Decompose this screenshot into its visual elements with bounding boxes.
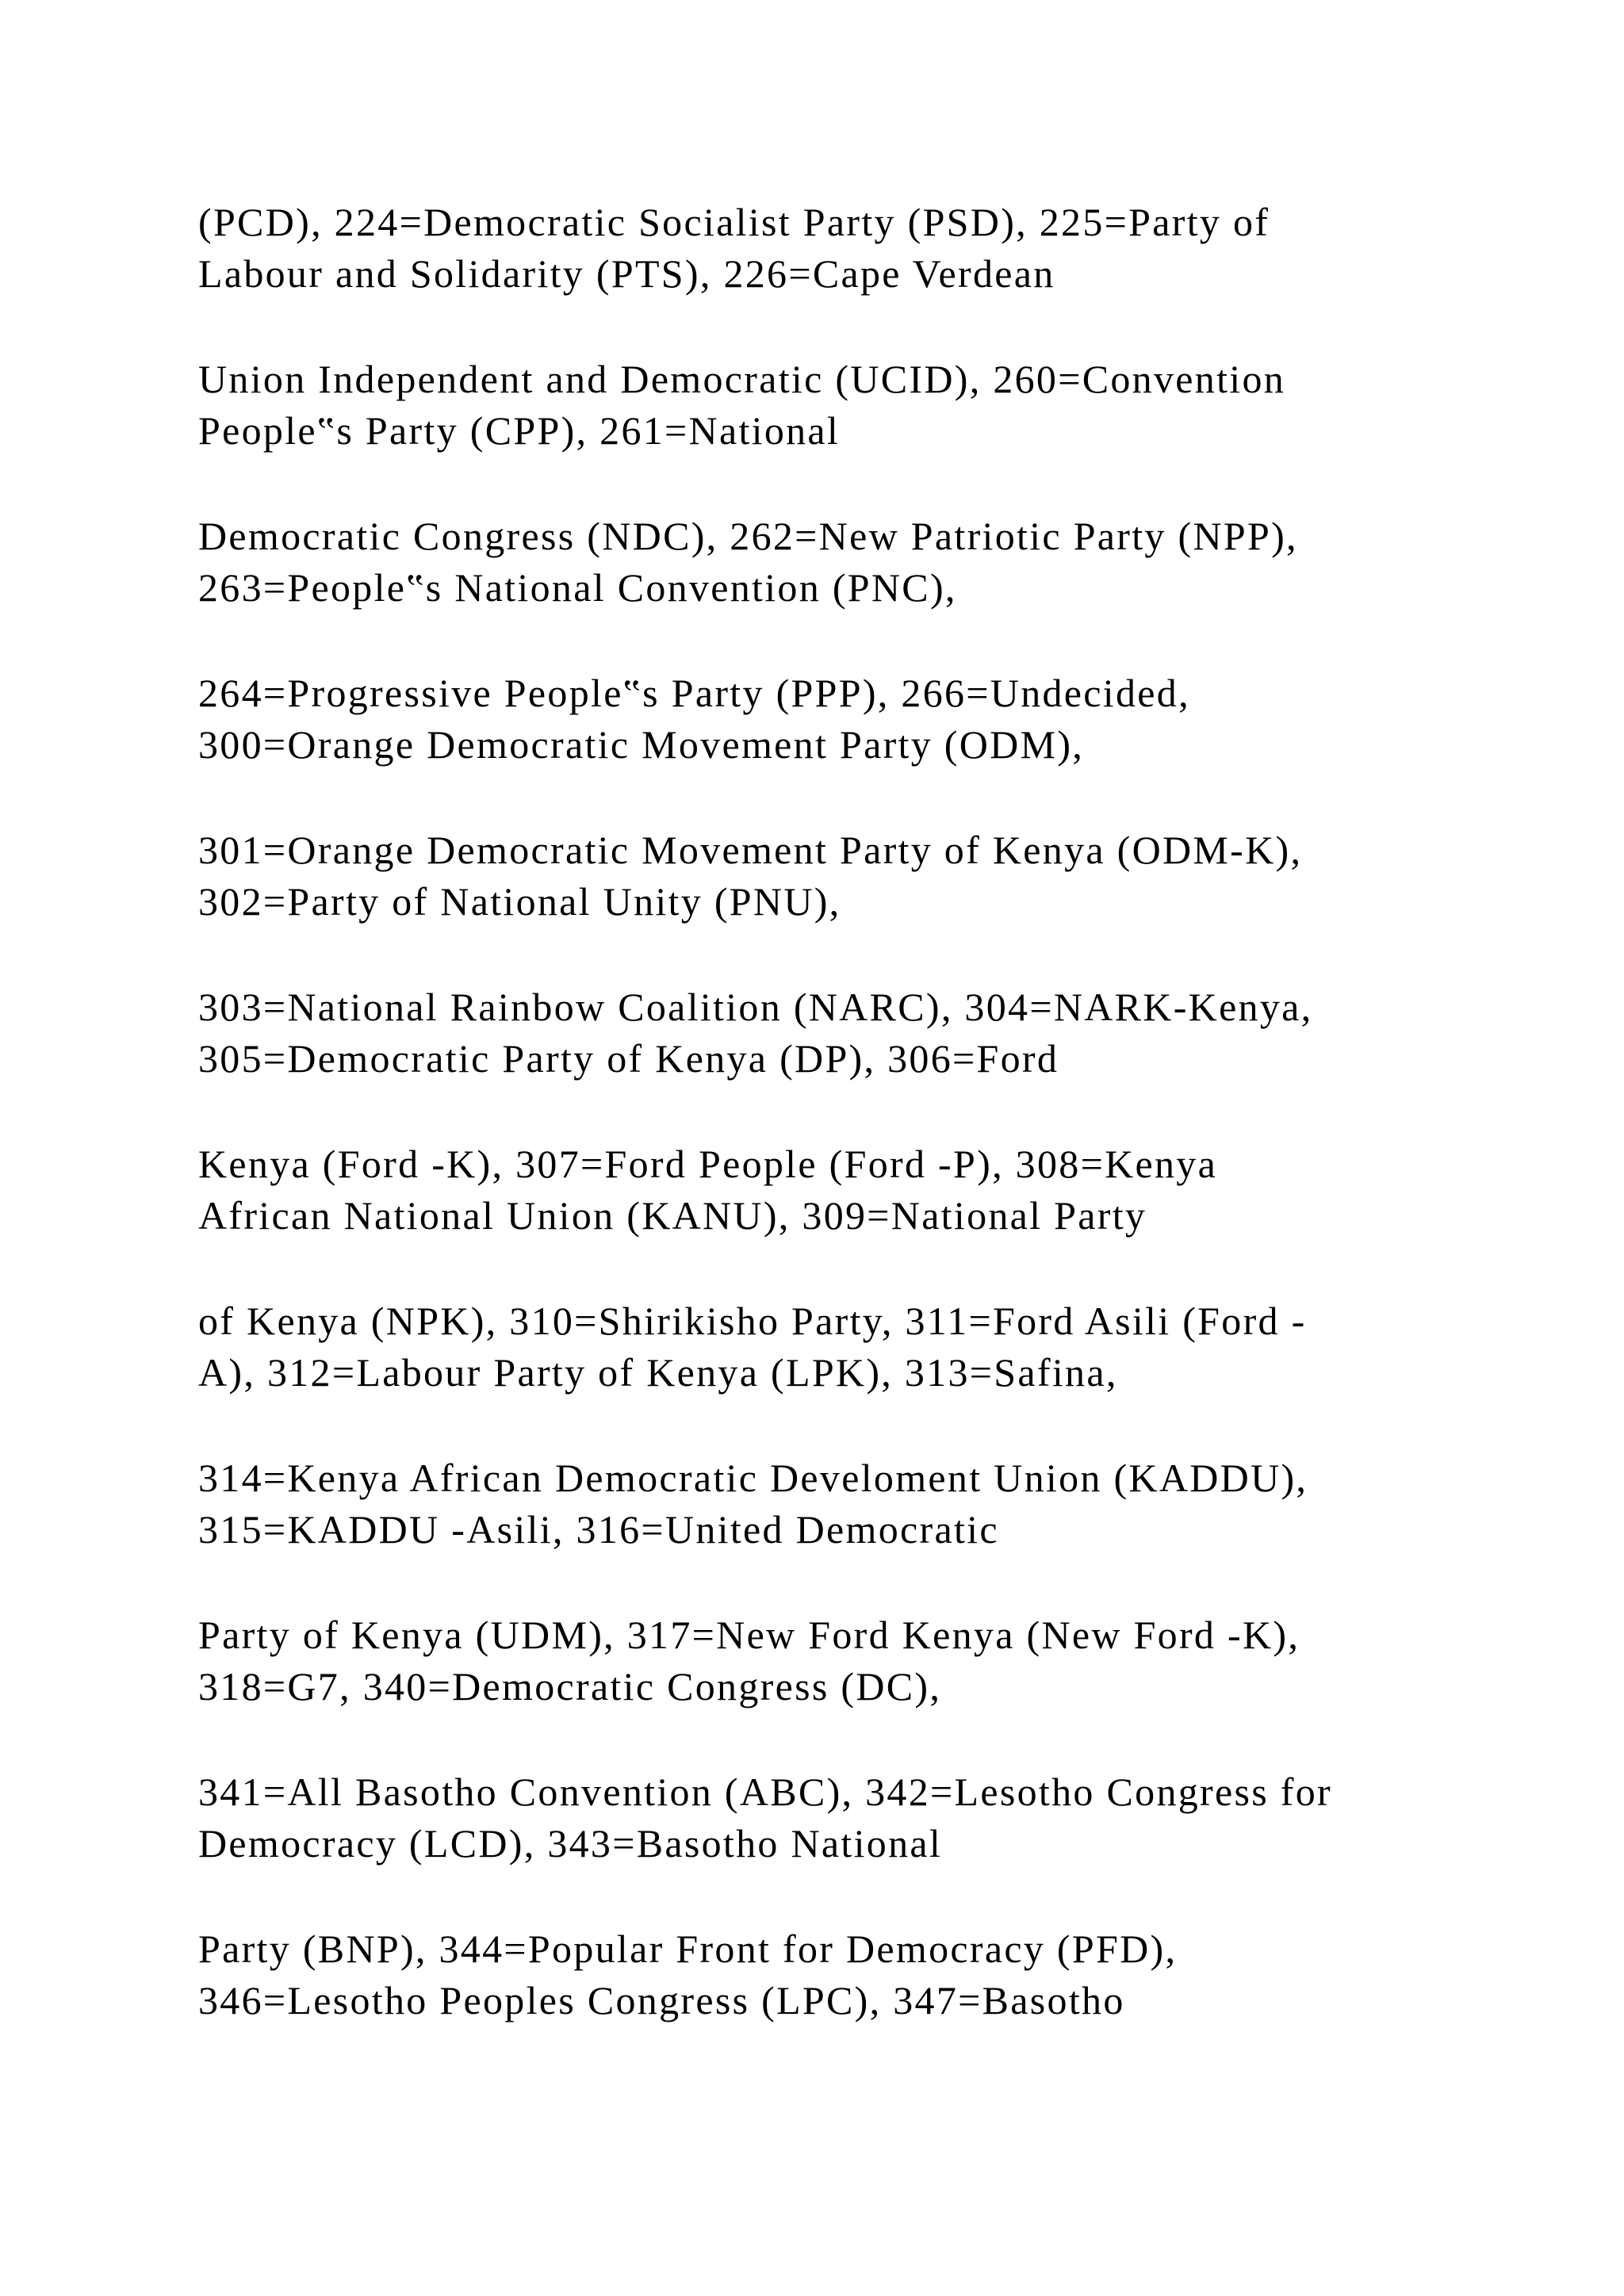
- text-line: (PCD), 224=Democratic Socialist Party (PSD), 225=Party of: [198, 200, 1270, 244]
- text-line: Kenya (Ford -K), 307=Ford People (Ford -P), 308=Kenya: [198, 1142, 1218, 1186]
- text-line: Union Independent and Democratic (UCID), 260=Convention: [198, 357, 1286, 401]
- text-line: African National Union (KANU), 309=National Party: [198, 1193, 1147, 1238]
- text-line: 302=Party of National Unity (PNU),: [198, 879, 841, 924]
- text-line: 263=People‟s National Convention (PNC),: [198, 565, 957, 610]
- paragraph-11: [198, 1766, 1435, 1869]
- paragraph-12: [198, 1923, 1435, 2026]
- text-line: People‟s Party (CPP), 261=National: [198, 408, 841, 453]
- text-line: Democracy (LCD), 343=Basotho National: [198, 1821, 943, 1866]
- paragraph-5: [198, 825, 1435, 928]
- text-line: 314=Kenya African Democratic Develoment Union (KADDU),: [198, 1456, 1308, 1500]
- text-line: Party of Kenya (UDM), 317=New Ford Kenya (New Ford -K),: [198, 1613, 1300, 1657]
- paragraph-3: [198, 511, 1435, 614]
- text-line: 303=National Rainbow Coalition (NARC), 304=NARK-Kenya,: [198, 985, 1313, 1029]
- paragraph-7: [198, 1138, 1435, 1242]
- paragraph-9: [198, 1452, 1435, 1556]
- text-line: Labour and Solidarity (PTS), 226=Cape Verdean: [198, 251, 1055, 296]
- text-line: 346=Lesotho Peoples Congress (LPC), 347=Basotho: [198, 1978, 1125, 2022]
- paragraph-4: [198, 668, 1435, 771]
- text-line: 318=G7, 340=Democratic Congress (DC),: [198, 1664, 942, 1709]
- text-line: 315=KADDU -Asili, 316=United Democratic: [198, 1507, 999, 1552]
- paragraph-6: [198, 982, 1435, 1085]
- text-line: 301=Orange Democratic Movement Party of Kenya (ODM-K),: [198, 828, 1303, 872]
- text-line: 264=Progressive People‟s Party (PPP), 266=Undecided,: [198, 671, 1190, 715]
- text-line: Party (BNP), 344=Popular Front for Democracy (PFD),: [198, 1927, 1178, 1971]
- paragraph-10: [198, 1609, 1435, 1712]
- paragraph-8: [198, 1295, 1435, 1399]
- text-line: of Kenya (NPK), 310=Shirikisho Party, 311=Ford Asili (Ford -: [198, 1299, 1307, 1343]
- text-line: Democratic Congress (NDC), 262=New Patriotic Party (NPP),: [198, 514, 1298, 558]
- text-line: 305=Democratic Party of Kenya (DP), 306=Ford: [198, 1036, 1059, 1081]
- text-line: A), 312=Labour Party of Kenya (LPK), 313=Safina,: [198, 1350, 1118, 1395]
- paragraph-2: [198, 354, 1435, 457]
- text-line: 300=Orange Democratic Movement Party (ODM),: [198, 722, 1085, 767]
- paragraph-1: [198, 197, 1435, 300]
- text-line: 341=All Basotho Convention (ABC), 342=Lesotho Congress for: [198, 1770, 1333, 1814]
